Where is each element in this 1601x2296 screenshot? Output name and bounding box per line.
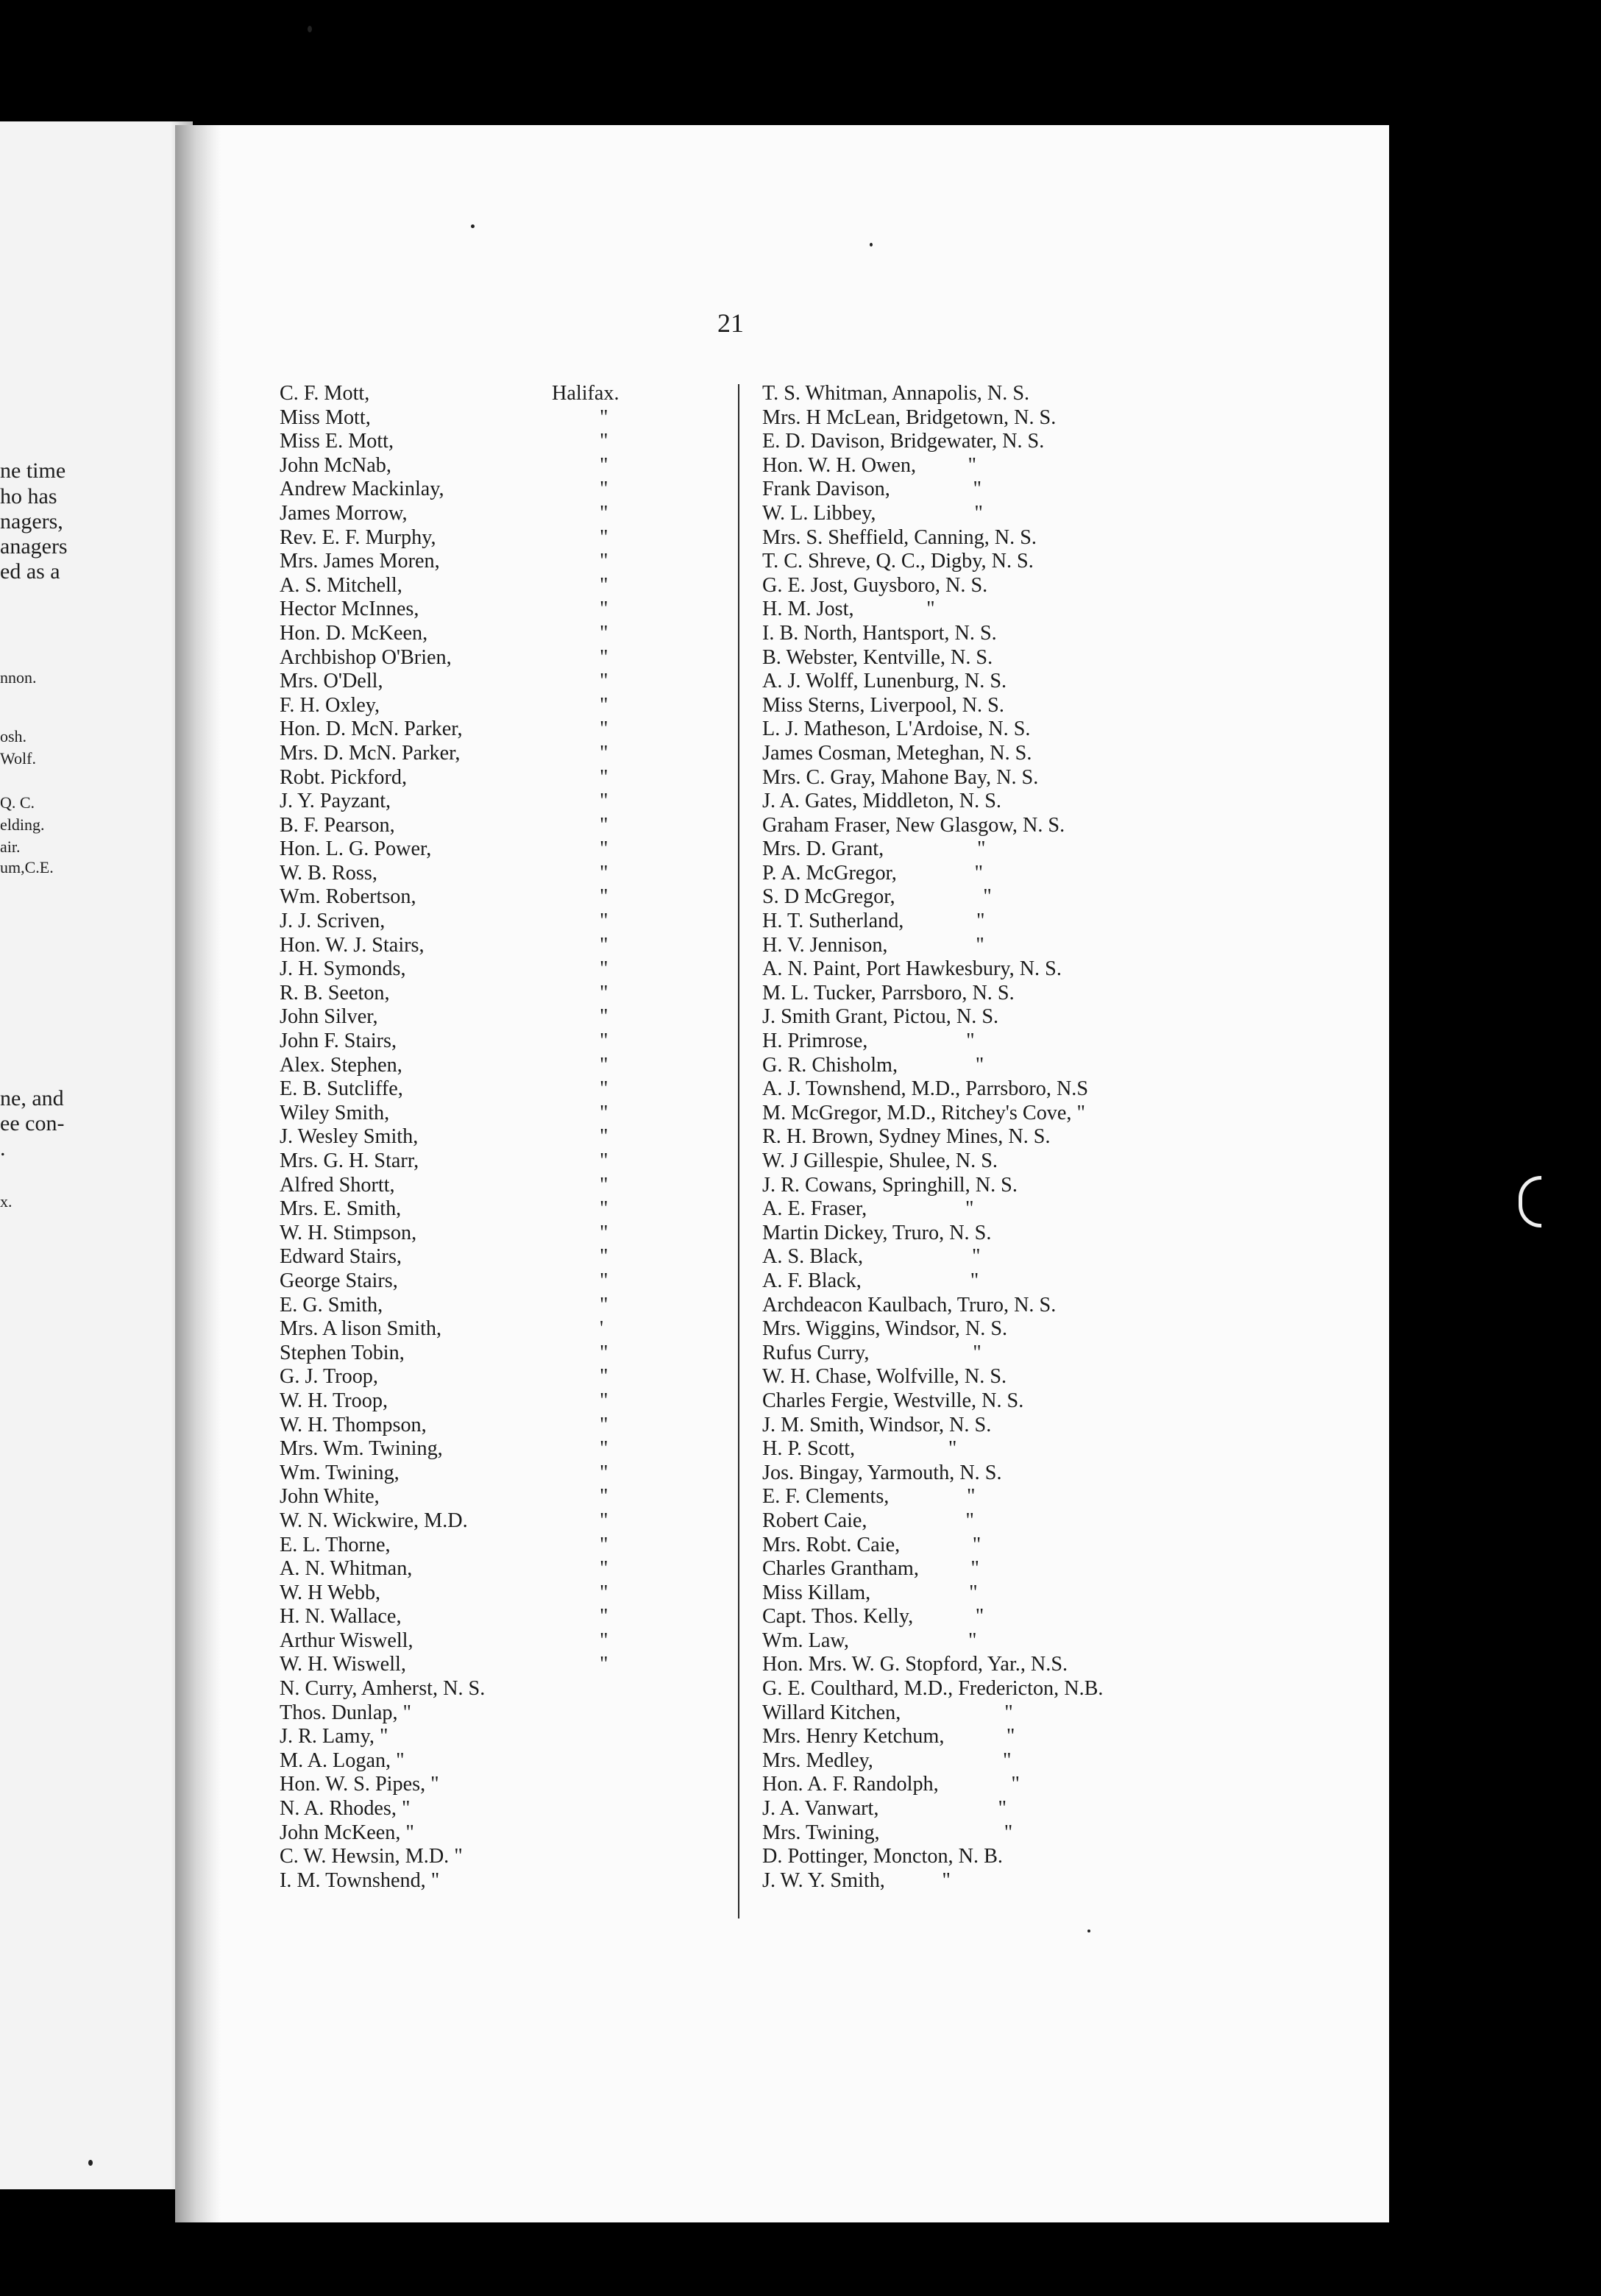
list-item: S. D McGregor, " [762,885,992,909]
subscriber-place: " [600,1005,608,1029]
subscriber-name: Hon. D. McKeen, [280,621,428,645]
subscriber-list-right-column [762,382,1204,1893]
list-item [280,1149,662,1174]
subscriber-place: " [600,1413,608,1436]
subscriber-place: " [600,670,608,693]
list-item [280,598,662,622]
subscriber-name: George Stairs, [280,1269,398,1292]
list-item: R. H. Brown, Sydney Mines, N. S. [762,1125,1051,1149]
subscriber-place: " [600,573,608,597]
subscriber-name: Mrs. James Moren, [280,550,440,573]
list-item: Miss Sterns, Liverpool, N. S. [762,693,1004,717]
facing-page-text-fragment: elding. [0,815,45,834]
scan-speck [88,2160,93,2166]
list-item [280,957,662,982]
subscriber-name: F. H. Oxley, [280,693,380,717]
subscriber-place: " [600,1101,608,1124]
list-item [280,526,662,550]
subscriber-place: " [600,621,608,645]
subscriber-name: Wm. Twining, [280,1461,400,1484]
list-item: Martin Dickey, Truro, N. S. [762,1221,992,1244]
list-item [280,1437,662,1461]
list-item [280,1534,662,1558]
list-item: James Cosman, Meteghan, N. S. [762,741,1032,765]
list-item: H. V. Jennison, " [762,933,984,957]
subscriber-place: ' [600,1317,604,1341]
list-item [280,1845,662,1869]
list-item [280,1821,662,1846]
list-item [280,1414,662,1438]
list-item: Rufus Curry, " [762,1341,981,1364]
facing-page-text-fragment: . [0,1136,6,1161]
list-item: A. E. Fraser, " [762,1197,974,1221]
list-item [280,837,662,862]
subscriber-name: Alfred Shortt, [280,1173,395,1197]
list-item: M. L. Tucker, Parrsboro, N. S. [762,981,1015,1005]
subscriber-name: W. H. Troop, [280,1389,388,1412]
list-item [280,814,662,838]
subscriber-place: " [600,837,608,861]
list-item: Mrs. C. Gray, Mahone Bay, N. S. [762,765,1039,789]
subscriber-name: R. B. Seeton, [280,981,390,1005]
list-item: J. R. Cowans, Springhill, N. S. [762,1173,1018,1197]
subscriber-place: " [600,813,608,837]
facing-page-text-fragment: Wolf. [0,749,36,768]
list-item [280,1030,662,1054]
list-item: Willard Kitchen, " [762,1701,1013,1724]
list-item [280,1461,662,1486]
subscriber-name: Wiley Smith, [280,1101,390,1124]
list-item: Wm. Law, " [762,1629,977,1652]
subscriber-place: " [600,1125,608,1149]
subscriber-name: W. H Webb, [280,1581,381,1604]
list-item: I. B. North, Hantsport, N. S. [762,621,997,645]
facing-page-text-fragment: ee con- [0,1111,65,1135]
subscriber-place: " [600,790,608,813]
list-item [280,1701,662,1726]
list-item: E. D. Davison, Bridgewater, N. S. [762,430,1045,453]
list-item: Charles Grantham, " [762,1557,979,1581]
subscriber-place: " [600,405,608,429]
subscriber-place: " [600,1461,608,1484]
subscriber-place: " [600,430,608,453]
subscriber-name: W. B. Ross, [280,861,377,885]
list-item: T. S. Whitman, Annapolis, N. S. [762,382,1030,405]
subscriber-name: Rev. E. F. Murphy, [280,525,436,549]
list-item: Charles Fergie, Westville, N. S. [762,1389,1024,1412]
scan-artifact-mark [1519,1176,1541,1227]
list-item [280,1581,662,1606]
subscriber-list-left-column [280,382,662,1893]
list-item [280,1389,662,1414]
scan-speck [1087,1930,1090,1932]
list-item: Mrs. Medley, " [762,1748,1012,1772]
facing-page-text-fragment: ed as a [0,559,60,584]
subscriber-place: " [600,501,608,525]
subscriber-name: C. W. Hewsin, M.D. " [280,1845,463,1868]
list-item: Graham Fraser, New Glasgow, N. S. [762,813,1065,837]
list-item: Robert Caie, " [762,1509,974,1532]
list-item: J. A. Vanwart, " [762,1797,1007,1821]
subscriber-name: A. S. Mitchell, [280,573,402,597]
list-item [280,766,662,790]
subscriber-place: " [600,861,608,885]
facing-page [0,121,193,2189]
subscriber-name: Andrew Mackinlay, [280,478,444,501]
subscriber-place: " [600,478,608,501]
subscriber-name: Mrs. D. McN. Parker, [280,741,461,765]
subscriber-place: " [600,1485,608,1509]
list-item [280,1102,662,1126]
subscriber-place: " [600,1245,608,1269]
facing-page-text-fragment: um,C.E. [0,858,54,876]
subscriber-place: " [600,1365,608,1389]
subscriber-place: " [600,1389,608,1412]
facing-page-text-fragment: osh. [0,727,27,745]
subscriber-name: E. L. Thorne, [280,1533,391,1556]
list-item [280,1077,662,1102]
list-item: Jos. Bingay, Yarmouth, N. S. [762,1461,1002,1484]
list-item: Hon. W. H. Owen, " [762,453,977,477]
list-item [280,1317,662,1342]
subscriber-name: Mrs. O'Dell, [280,670,383,693]
list-item: A. N. Paint, Port Hawkesbury, N. S. [762,957,1062,981]
subscriber-name: J. Y. Payzant, [280,790,391,813]
list-item [280,1629,662,1654]
list-item [280,1245,662,1269]
subscriber-name: Robt. Pickford, [280,765,408,789]
subscriber-name: John McKeen, " [280,1821,414,1844]
subscriber-name: W. N. Wickwire, M.D. [280,1509,468,1532]
subscriber-name: J. H. Symonds, [280,957,406,981]
list-item: G. E. Coulthard, M.D., Fredericton, N.B. [762,1677,1104,1701]
list-item: H. P. Scott, " [762,1437,957,1461]
facing-page-text-fragment: x. [0,1192,13,1211]
list-item [280,1174,662,1198]
list-item: A. J. Townshend, M.D., Parrsboro, N.S [762,1077,1089,1101]
list-item [280,982,662,1006]
subscriber-place: " [600,957,608,981]
subscriber-name: Edward Stairs, [280,1245,402,1269]
list-item: H. T. Sutherland, " [762,910,985,933]
facing-page-text-fragment: ne time [0,458,66,483]
subscriber-name: W. H. Wiswell, [280,1653,406,1676]
list-item: J. M. Smith, Windsor, N. S. [762,1413,992,1436]
list-item: Archdeacon Kaulbach, Truro, N. S. [762,1293,1057,1317]
list-item [280,910,662,934]
list-item: A. F. Black, " [762,1269,979,1292]
subscriber-place: Halifax. [552,382,620,405]
subscriber-place: " [600,693,608,717]
subscriber-place: " [600,1533,608,1556]
list-item: W. L. Libbey, " [762,501,983,525]
list-item [280,1557,662,1581]
list-item [280,1653,662,1677]
list-item [280,1365,662,1389]
subscriber-place: " [600,1653,608,1676]
list-item [280,454,662,478]
subscriber-place: " [600,1509,608,1532]
subscriber-name: Mrs. Wm. Twining, [280,1437,443,1461]
subscriber-name: John Silver, [280,1005,378,1029]
list-item [280,1677,662,1701]
list-item [280,885,662,910]
list-item [280,550,662,574]
scan-speck [471,224,475,228]
page-number: 21 [717,308,744,338]
list-item [280,406,662,431]
facing-page-text-fragment: Q. C. [0,793,35,812]
subscriber-place: " [600,981,608,1005]
subscriber-name: C. F. Mott, [280,382,370,405]
facing-page-text-fragment: air. [0,837,21,856]
subscriber-place: " [600,525,608,549]
subscriber-place: " [600,910,608,933]
list-item [280,574,662,598]
subscriber-name: I. M. Townshend, " [280,1868,440,1892]
subscriber-place: " [600,718,608,741]
subscriber-name: Thos. Dunlap, " [280,1701,412,1724]
list-item: J. A. Gates, Middleton, N. S. [762,790,1001,813]
subscriber-place: " [600,1149,608,1172]
list-item: W. H. Chase, Wolfville, N. S. [762,1365,1007,1389]
subscriber-place: " [600,1605,608,1629]
list-item: T. C. Shreve, Q. C., Digby, N. S. [762,550,1034,573]
subscriber-place: " [600,765,608,789]
subscriber-name: James Morrow, [280,501,408,525]
list-item: D. Pottinger, Moncton, N. B. [762,1845,1003,1868]
subscriber-name: E. B. Sutcliffe, [280,1077,403,1101]
list-item [280,934,662,958]
subscriber-place: " [600,1197,608,1221]
subscriber-place: " [600,741,608,765]
list-item [280,382,662,406]
list-item [280,718,662,742]
subscriber-name: Hector McInnes, [280,598,419,621]
subscriber-place: " [600,1269,608,1292]
subscriber-name: N. A. Rhodes, " [280,1797,411,1821]
subscriber-place: " [600,1557,608,1581]
subscriber-name: Mrs. E. Smith, [280,1197,402,1221]
facing-page-text-fragment: anagers [0,534,68,559]
list-item [280,790,662,814]
scan-speck [870,243,873,247]
list-item: L. J. Matheson, L'Ardoise, N. S. [762,718,1031,741]
subscriber-place: " [600,453,608,477]
list-item: Mrs. S. Sheffield, Canning, N. S. [762,525,1037,549]
subscriber-name: M. A. Logan, " [280,1748,405,1772]
list-item [280,1485,662,1509]
subscriber-place: " [600,1629,608,1652]
subscriber-place: " [600,933,608,957]
list-item [280,1749,662,1774]
list-item [280,1294,662,1318]
subscriber-place: " [600,1437,608,1461]
list-item: W. J Gillespie, Shulee, N. S. [762,1149,998,1172]
list-item: P. A. McGregor, " [762,861,984,885]
list-item [280,1222,662,1246]
list-item: Mrs. Robt. Caie, " [762,1533,981,1556]
subscriber-name: W. H. Stimpson, [280,1221,417,1244]
subscriber-name: B. F. Pearson, [280,813,395,837]
list-item: H. M. Jost, " [762,598,935,621]
subscriber-name: Hon. W. S. Pipes, " [280,1773,439,1796]
list-item: Mrs. Henry Ketchum, " [762,1725,1015,1748]
subscriber-name: Arthur Wiswell, [280,1629,413,1652]
facing-page-text-fragment: nnon. [0,668,37,687]
subscriber-name: Hon. L. G. Power, [280,837,432,861]
list-item [280,1605,662,1629]
facing-page-text-fragment: nagers, [0,509,63,534]
subscriber-place: " [600,1173,608,1197]
scan-speck [308,26,312,32]
subscriber-name: W. H. Thompson, [280,1413,427,1436]
list-item [280,1125,662,1149]
subscriber-name: J. J. Scriven, [280,910,386,933]
list-item: Mrs. Twining, " [762,1821,1013,1844]
list-item [280,742,662,766]
subscriber-place: " [600,1293,608,1317]
subscriber-name: Archbishop O'Brien, [280,645,452,669]
subscriber-place: " [600,885,608,909]
facing-page-text-fragment: ne, and [0,1086,64,1110]
list-item [280,1005,662,1030]
subscriber-name: Hon. D. McN. Parker, [280,718,463,741]
list-item: Mrs. Wiggins, Windsor, N. S. [762,1317,1008,1341]
subscriber-place: " [600,1053,608,1077]
subscriber-name: N. Curry, Amherst, N. S. [280,1677,486,1701]
list-item [280,1773,662,1797]
subscriber-name: John F. Stairs, [280,1030,397,1053]
list-item [280,1869,662,1893]
subscriber-place: " [600,1030,608,1053]
subscriber-name: Stephen Tobin, [280,1341,405,1364]
list-item [280,694,662,718]
subscriber-name: E. G. Smith, [280,1293,383,1317]
list-item: E. F. Clements, " [762,1485,976,1509]
subscriber-place: " [600,645,608,669]
subscriber-name: Mrs. G. H. Starr, [280,1149,419,1172]
list-item: Miss Killam, " [762,1581,978,1604]
list-item: G. E. Jost, Guysboro, N. S. [762,573,988,597]
list-item [280,1269,662,1294]
list-item [280,1797,662,1821]
list-item [280,478,662,502]
list-item [280,1725,662,1749]
subscriber-name: Hon. W. J. Stairs, [280,933,425,957]
subscriber-place: " [600,1341,608,1364]
subscriber-name: John McNab, [280,453,391,477]
list-item: A. J. Wolff, Lunenburg, N. S. [762,670,1007,693]
list-item: Frank Davison, " [762,478,982,501]
list-item: M. McGregor, M.D., Ritchey's Cove, " [762,1101,1085,1124]
list-item: Capt. Thos. Kelly, " [762,1605,984,1629]
column-divider [738,384,739,1918]
list-item: A. S. Black, " [762,1245,981,1269]
list-item: J. W. Y. Smith, " [762,1868,951,1892]
subscriber-name: Alex. Stephen, [280,1053,402,1077]
list-item: H. Primrose, " [762,1030,975,1053]
subscriber-name: J. Wesley Smith, [280,1125,419,1149]
subscriber-place: " [600,550,608,573]
facing-page-text-fragment: ho has [0,484,57,509]
subscriber-place: " [600,1221,608,1244]
list-item [280,502,662,526]
list-item [280,1054,662,1078]
list-item: Hon. Mrs. W. G. Stopford, Yar., N.S. [762,1653,1068,1676]
subscriber-name: G. J. Troop, [280,1365,378,1389]
subscriber-name: Mrs. A lison Smith, [280,1317,442,1341]
list-item [280,1342,662,1366]
subscriber-name: Miss Mott, [280,405,371,429]
list-item: J. Smith Grant, Pictou, N. S. [762,1005,999,1029]
list-item [280,430,662,454]
subscriber-place: " [600,598,608,621]
list-item [280,646,662,670]
subscriber-place: " [600,1581,608,1604]
list-item: G. R. Chisholm, " [762,1053,984,1077]
list-item: Mrs. D. Grant, " [762,837,986,861]
subscriber-name: H. N. Wallace, [280,1605,402,1629]
subscriber-name: A. N. Whitman, [280,1557,413,1581]
subscriber-name: Wm. Robertson, [280,885,416,909]
subscriber-name: Miss E. Mott, [280,430,394,453]
list-item [280,862,662,886]
list-item [280,1509,662,1534]
list-item [280,670,662,694]
subscriber-name: John White, [280,1485,380,1509]
list-item: Hon. A. F. Randolph, " [762,1773,1020,1796]
subscriber-place: " [600,1077,608,1101]
list-item [280,1197,662,1222]
list-item [280,622,662,646]
list-item: Mrs. H McLean, Bridgetown, N. S. [762,405,1057,429]
subscriber-name: J. R. Lamy, " [280,1725,388,1748]
page-binding-shadow [175,125,221,2222]
list-item: B. Webster, Kentville, N. S. [762,645,993,669]
